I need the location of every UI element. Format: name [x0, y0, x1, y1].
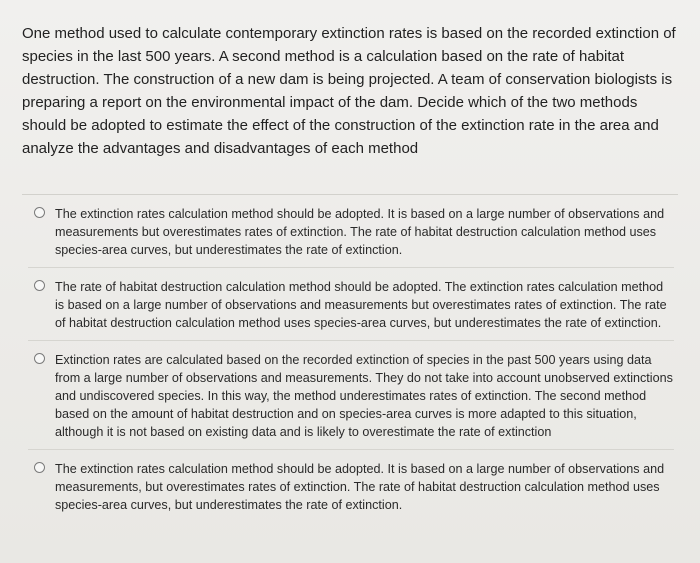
answer-option-text: The extinction rates calculation method should be adopted. It is based on a large number of observations and measurements but overestimates rates of extinction. The rate of habitat destruction calculation method uses species-area curves, but underestimates the rate of extinction.: [55, 207, 665, 257]
radio-button-icon[interactable]: [34, 207, 45, 218]
answer-option-2[interactable]: [22, 278, 682, 340]
answer-option-1[interactable]: [22, 205, 682, 267]
option-divider: [28, 340, 674, 341]
radio-button-icon[interactable]: [34, 462, 45, 473]
answer-option-text: The extinction rates calculation method should be adopted. It is based on a large number of observations and measurements, but overestimates rates of extinction. The rate of habitat destruction calculation method uses species-area curves, but underestimates the rate of extinction.: [55, 462, 665, 512]
question-divider: [22, 194, 678, 195]
answer-options: [22, 205, 682, 522]
answer-option-text: The rate of habitat destruction calculation method should be adopted. The extinction rates calculation method is based on a large number of observations and measurements but overestimates rates of extinction. The rate of habitat destruction calculation method uses species-area curves, but underestimates the rate of extinction.: [55, 280, 667, 330]
option-divider: [28, 449, 674, 450]
radio-button-icon[interactable]: [34, 280, 45, 291]
question-text: One method used to calculate contemporary extinction rates is based on the recorded extinction of species in the last 500 years. A second method is a calculation based on the rate of habitat destruction. The construction of a new dam is being projected. A team of conservation biologists is preparing a report on the environmental impact of the dam. Decide which of the two methods should be adopted to estimate the effect of the construction of the extinction rate in the area and analyze the advantages and disadvantages of each method: [22, 25, 676, 157]
answer-option-text: Extinction rates are calculated based on the recorded extinction of species in the past 500 years using data from a large number of observations and measurements. They do not take into account unobserved extinctions and undiscovered species. In this way, the method underestimates rates of extinction. The second method based on the amount of habitat destruction and on species-area curves is more adapted to this situation, although it is not based on existing data and is likely to overestimate the rate of extinction: [55, 353, 673, 439]
answer-option-3[interactable]: [22, 351, 682, 449]
option-divider: [28, 267, 674, 268]
radio-button-icon[interactable]: [34, 353, 45, 364]
answer-option-4[interactable]: [22, 460, 682, 522]
